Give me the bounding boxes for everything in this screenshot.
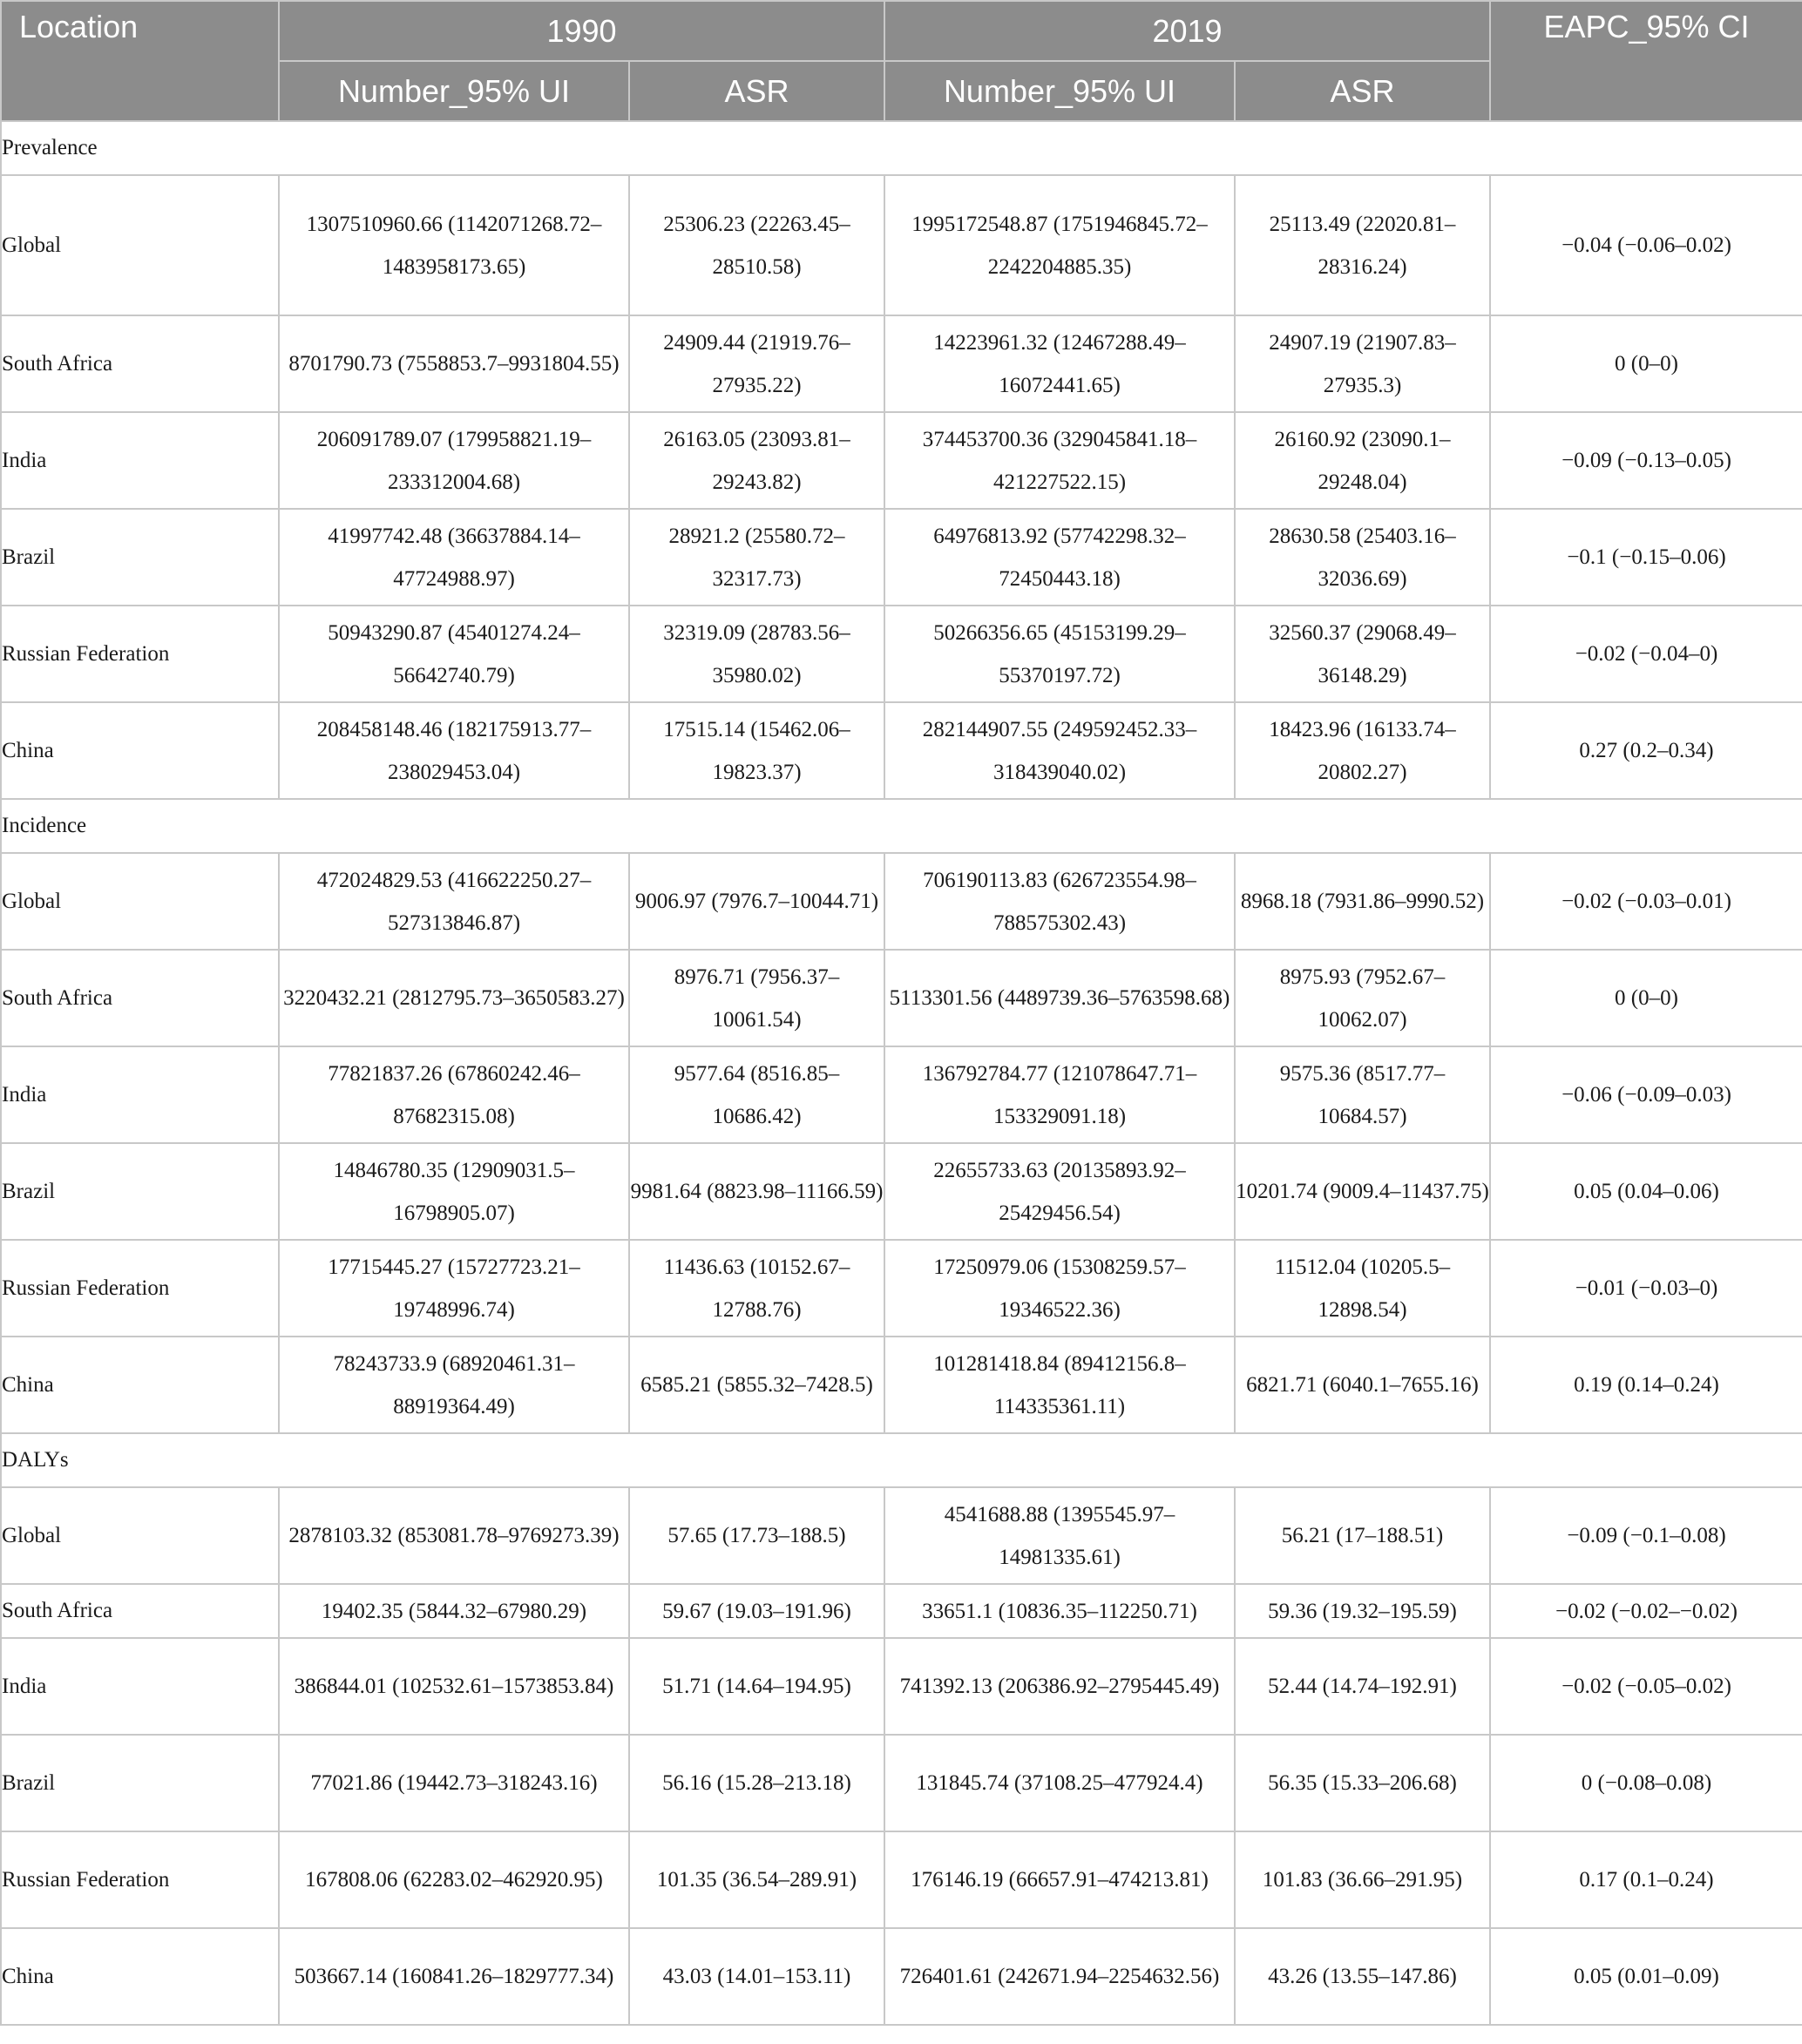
asr-2019-cell: 59.36 (19.32–195.59) bbox=[1235, 1584, 1490, 1638]
asr-1990-cell: 101.35 (36.54–289.91) bbox=[629, 1831, 884, 1928]
asr-1990-cell: 28921.2 (25580.72–32317.73) bbox=[629, 509, 884, 606]
number-1990-cell: 3220432.21 (2812795.73–3650583.27) bbox=[279, 950, 629, 1046]
location-cell: China bbox=[1, 1928, 279, 2025]
eapc-cell: −0.04 (−0.06–0.02) bbox=[1490, 175, 1802, 315]
location-cell: Brazil bbox=[1, 509, 279, 606]
header-asr-2019: ASR bbox=[1235, 61, 1490, 121]
table-row bbox=[1, 1046, 1802, 1143]
table-row bbox=[1, 175, 1802, 315]
number-2019-cell: 14223961.32 (12467288.49–16072441.65) bbox=[884, 315, 1235, 412]
location-cell: India bbox=[1, 1046, 279, 1143]
header-asr-1990: ASR bbox=[629, 61, 884, 121]
eapc-cell: 0.27 (0.2–0.34) bbox=[1490, 702, 1802, 799]
number-2019-cell: 22655733.63 (20135893.92–25429456.54) bbox=[884, 1143, 1235, 1240]
eapc-cell: 0 (0–0) bbox=[1490, 950, 1802, 1046]
location-cell: South Africa bbox=[1, 950, 279, 1046]
header-year-1990: 1990 bbox=[279, 1, 884, 61]
section-row bbox=[1, 799, 1802, 853]
section-row bbox=[1, 121, 1802, 175]
asr-2019-cell: 56.21 (17–188.51) bbox=[1235, 1487, 1490, 1584]
number-1990-cell: 19402.35 (5844.32–67980.29) bbox=[279, 1584, 629, 1638]
eapc-cell: 0 (0–0) bbox=[1490, 315, 1802, 412]
table-row bbox=[1, 315, 1802, 412]
asr-2019-cell: 9575.36 (8517.77–10684.57) bbox=[1235, 1046, 1490, 1143]
location-cell: Russian Federation bbox=[1, 1240, 279, 1337]
header-number-2019: Number_95% UI bbox=[884, 61, 1235, 121]
number-2019-cell: 1995172548.87 (1751946845.72–2242204885.35) bbox=[884, 175, 1235, 315]
number-2019-cell: 726401.61 (242671.94–2254632.56) bbox=[884, 1928, 1235, 2025]
number-2019-cell: 374453700.36 (329045841.18–421227522.15) bbox=[884, 412, 1235, 509]
asr-1990-cell: 43.03 (14.01–153.11) bbox=[629, 1928, 884, 2025]
number-2019-cell: 176146.19 (66657.91–474213.81) bbox=[884, 1831, 1235, 1928]
table-row bbox=[1, 702, 1802, 799]
table-row bbox=[1, 1928, 1802, 2025]
location-cell: India bbox=[1, 1638, 279, 1735]
asr-1990-cell: 8976.71 (7956.37–10061.54) bbox=[629, 950, 884, 1046]
number-2019-cell: 131845.74 (37108.25–477924.4) bbox=[884, 1735, 1235, 1831]
asr-2019-cell: 52.44 (14.74–192.91) bbox=[1235, 1638, 1490, 1735]
number-2019-cell: 17250979.06 (15308259.57–19346522.36) bbox=[884, 1240, 1235, 1337]
table-body bbox=[1, 121, 1802, 2025]
header-number-1990: Number_95% UI bbox=[279, 61, 629, 121]
table-row bbox=[1, 1143, 1802, 1240]
number-1990-cell: 50943290.87 (45401274.24–56642740.79) bbox=[279, 606, 629, 702]
asr-1990-cell: 9981.64 (8823.98–11166.59) bbox=[629, 1143, 884, 1240]
location-cell: Global bbox=[1, 1487, 279, 1584]
asr-2019-cell: 8975.93 (7952.67–10062.07) bbox=[1235, 950, 1490, 1046]
asr-2019-cell: 8968.18 (7931.86–9990.52) bbox=[1235, 853, 1490, 950]
asr-1990-cell: 25306.23 (22263.45–28510.58) bbox=[629, 175, 884, 315]
eapc-cell: −0.09 (−0.13–0.05) bbox=[1490, 412, 1802, 509]
asr-1990-cell: 9577.64 (8516.85–10686.42) bbox=[629, 1046, 884, 1143]
asr-1990-cell: 51.71 (14.64–194.95) bbox=[629, 1638, 884, 1735]
number-2019-cell: 5113301.56 (4489739.36–5763598.68) bbox=[884, 950, 1235, 1046]
table-row bbox=[1, 1584, 1802, 1638]
asr-1990-cell: 6585.21 (5855.32–7428.5) bbox=[629, 1337, 884, 1433]
table-row bbox=[1, 1240, 1802, 1337]
location-cell: South Africa bbox=[1, 1584, 279, 1638]
number-1990-cell: 77821837.26 (67860242.46–87682315.08) bbox=[279, 1046, 629, 1143]
number-1990-cell: 2878103.32 (853081.78–9769273.39) bbox=[279, 1487, 629, 1584]
asr-2019-cell: 26160.92 (23090.1–29248.04) bbox=[1235, 412, 1490, 509]
asr-2019-cell: 56.35 (15.33–206.68) bbox=[1235, 1735, 1490, 1831]
asr-2019-cell: 24907.19 (21907.83–27935.3) bbox=[1235, 315, 1490, 412]
location-cell: Brazil bbox=[1, 1143, 279, 1240]
table-header bbox=[1, 1, 1802, 121]
location-cell: Brazil bbox=[1, 1735, 279, 1831]
location-cell: China bbox=[1, 1337, 279, 1433]
section-title: Incidence bbox=[1, 799, 1802, 853]
number-1990-cell: 167808.06 (62283.02–462920.95) bbox=[279, 1831, 629, 1928]
asr-2019-cell: 18423.96 (16133.74–20802.27) bbox=[1235, 702, 1490, 799]
number-2019-cell: 101281418.84 (89412156.8–114335361.11) bbox=[884, 1337, 1235, 1433]
asr-1990-cell: 59.67 (19.03–191.96) bbox=[629, 1584, 884, 1638]
table-row bbox=[1, 853, 1802, 950]
number-1990-cell: 78243733.9 (68920461.31–88919364.49) bbox=[279, 1337, 629, 1433]
number-1990-cell: 206091789.07 (179958821.19–233312004.68) bbox=[279, 412, 629, 509]
section-title: DALYs bbox=[1, 1433, 1802, 1487]
header-location: Location bbox=[1, 1, 279, 121]
number-1990-cell: 41997742.48 (36637884.14–47724988.97) bbox=[279, 509, 629, 606]
location-cell: Global bbox=[1, 175, 279, 315]
number-2019-cell: 706190113.83 (626723554.98–788575302.43) bbox=[884, 853, 1235, 950]
asr-2019-cell: 10201.74 (9009.4–11437.75) bbox=[1235, 1143, 1490, 1240]
eapc-cell: −0.02 (−0.03–0.01) bbox=[1490, 853, 1802, 950]
table-row bbox=[1, 606, 1802, 702]
number-1990-cell: 386844.01 (102532.61–1573853.84) bbox=[279, 1638, 629, 1735]
table-row bbox=[1, 1735, 1802, 1831]
asr-1990-cell: 26163.05 (23093.81–29243.82) bbox=[629, 412, 884, 509]
asr-2019-cell: 32560.37 (29068.49–36148.29) bbox=[1235, 606, 1490, 702]
table-row bbox=[1, 1487, 1802, 1584]
number-1990-cell: 1307510960.66 (1142071268.72–1483958173.65) bbox=[279, 175, 629, 315]
number-1990-cell: 14846780.35 (12909031.5–16798905.07) bbox=[279, 1143, 629, 1240]
eapc-cell: −0.02 (−0.04–0) bbox=[1490, 606, 1802, 702]
section-row bbox=[1, 1433, 1802, 1487]
number-2019-cell: 4541688.88 (1395545.97–14981335.61) bbox=[884, 1487, 1235, 1584]
asr-2019-cell: 43.26 (13.55–147.86) bbox=[1235, 1928, 1490, 2025]
eapc-cell: −0.02 (−0.05–0.02) bbox=[1490, 1638, 1802, 1735]
number-2019-cell: 282144907.55 (249592452.33–318439040.02) bbox=[884, 702, 1235, 799]
asr-1990-cell: 56.16 (15.28–213.18) bbox=[629, 1735, 884, 1831]
asr-1990-cell: 9006.97 (7976.7–10044.71) bbox=[629, 853, 884, 950]
eapc-cell: 0.05 (0.01–0.09) bbox=[1490, 1928, 1802, 2025]
number-2019-cell: 741392.13 (206386.92–2795445.49) bbox=[884, 1638, 1235, 1735]
asr-2019-cell: 25113.49 (22020.81–28316.24) bbox=[1235, 175, 1490, 315]
eapc-cell: 0.05 (0.04–0.06) bbox=[1490, 1143, 1802, 1240]
location-cell: India bbox=[1, 412, 279, 509]
asr-2019-cell: 11512.04 (10205.5–12898.54) bbox=[1235, 1240, 1490, 1337]
table-row bbox=[1, 1638, 1802, 1735]
asr-1990-cell: 32319.09 (28783.56–35980.02) bbox=[629, 606, 884, 702]
header-year-2019: 2019 bbox=[884, 1, 1490, 61]
asr-2019-cell: 6821.71 (6040.1–7655.16) bbox=[1235, 1337, 1490, 1433]
number-2019-cell: 33651.1 (10836.35–112250.71) bbox=[884, 1584, 1235, 1638]
number-1990-cell: 17715445.27 (15727723.21–19748996.74) bbox=[279, 1240, 629, 1337]
number-2019-cell: 50266356.65 (45153199.29–55370197.72) bbox=[884, 606, 1235, 702]
table-row bbox=[1, 412, 1802, 509]
eapc-cell: −0.01 (−0.03–0) bbox=[1490, 1240, 1802, 1337]
asr-2019-cell: 101.83 (36.66–291.95) bbox=[1235, 1831, 1490, 1928]
eapc-cell: −0.02 (−0.02–−0.02) bbox=[1490, 1584, 1802, 1638]
number-2019-cell: 64976813.92 (57742298.32–72450443.18) bbox=[884, 509, 1235, 606]
location-cell: Russian Federation bbox=[1, 1831, 279, 1928]
number-1990-cell: 8701790.73 (7558853.7–9931804.55) bbox=[279, 315, 629, 412]
location-cell: South Africa bbox=[1, 315, 279, 412]
asr-1990-cell: 57.65 (17.73–188.5) bbox=[629, 1487, 884, 1584]
number-1990-cell: 208458148.46 (182175913.77–238029453.04) bbox=[279, 702, 629, 799]
eapc-cell: −0.1 (−0.15–0.06) bbox=[1490, 509, 1802, 606]
asr-1990-cell: 24909.44 (21919.76–27935.22) bbox=[629, 315, 884, 412]
eapc-cell: 0.19 (0.14–0.24) bbox=[1490, 1337, 1802, 1433]
table-row bbox=[1, 950, 1802, 1046]
table-row bbox=[1, 1831, 1802, 1928]
header-eapc: EAPC_95% CI bbox=[1490, 1, 1802, 121]
table-row bbox=[1, 509, 1802, 606]
table-row bbox=[1, 1337, 1802, 1433]
number-1990-cell: 77021.86 (19442.73–318243.16) bbox=[279, 1735, 629, 1831]
asr-1990-cell: 11436.63 (10152.67–12788.76) bbox=[629, 1240, 884, 1337]
eapc-cell: 0 (−0.08–0.08) bbox=[1490, 1735, 1802, 1831]
eapc-cell: −0.09 (−0.1–0.08) bbox=[1490, 1487, 1802, 1584]
eapc-cell: 0.17 (0.1–0.24) bbox=[1490, 1831, 1802, 1928]
location-cell: China bbox=[1, 702, 279, 799]
number-2019-cell: 136792784.77 (121078647.71–153329091.18) bbox=[884, 1046, 1235, 1143]
location-cell: Global bbox=[1, 853, 279, 950]
location-cell: Russian Federation bbox=[1, 606, 279, 702]
asr-2019-cell: 28630.58 (25403.16–32036.69) bbox=[1235, 509, 1490, 606]
number-1990-cell: 503667.14 (160841.26–1829777.34) bbox=[279, 1928, 629, 2025]
asr-1990-cell: 17515.14 (15462.06–19823.37) bbox=[629, 702, 884, 799]
eapc-cell: −0.06 (−0.09–0.03) bbox=[1490, 1046, 1802, 1143]
number-1990-cell: 472024829.53 (416622250.27–527313846.87) bbox=[279, 853, 629, 950]
section-title: Prevalence bbox=[1, 121, 1802, 175]
